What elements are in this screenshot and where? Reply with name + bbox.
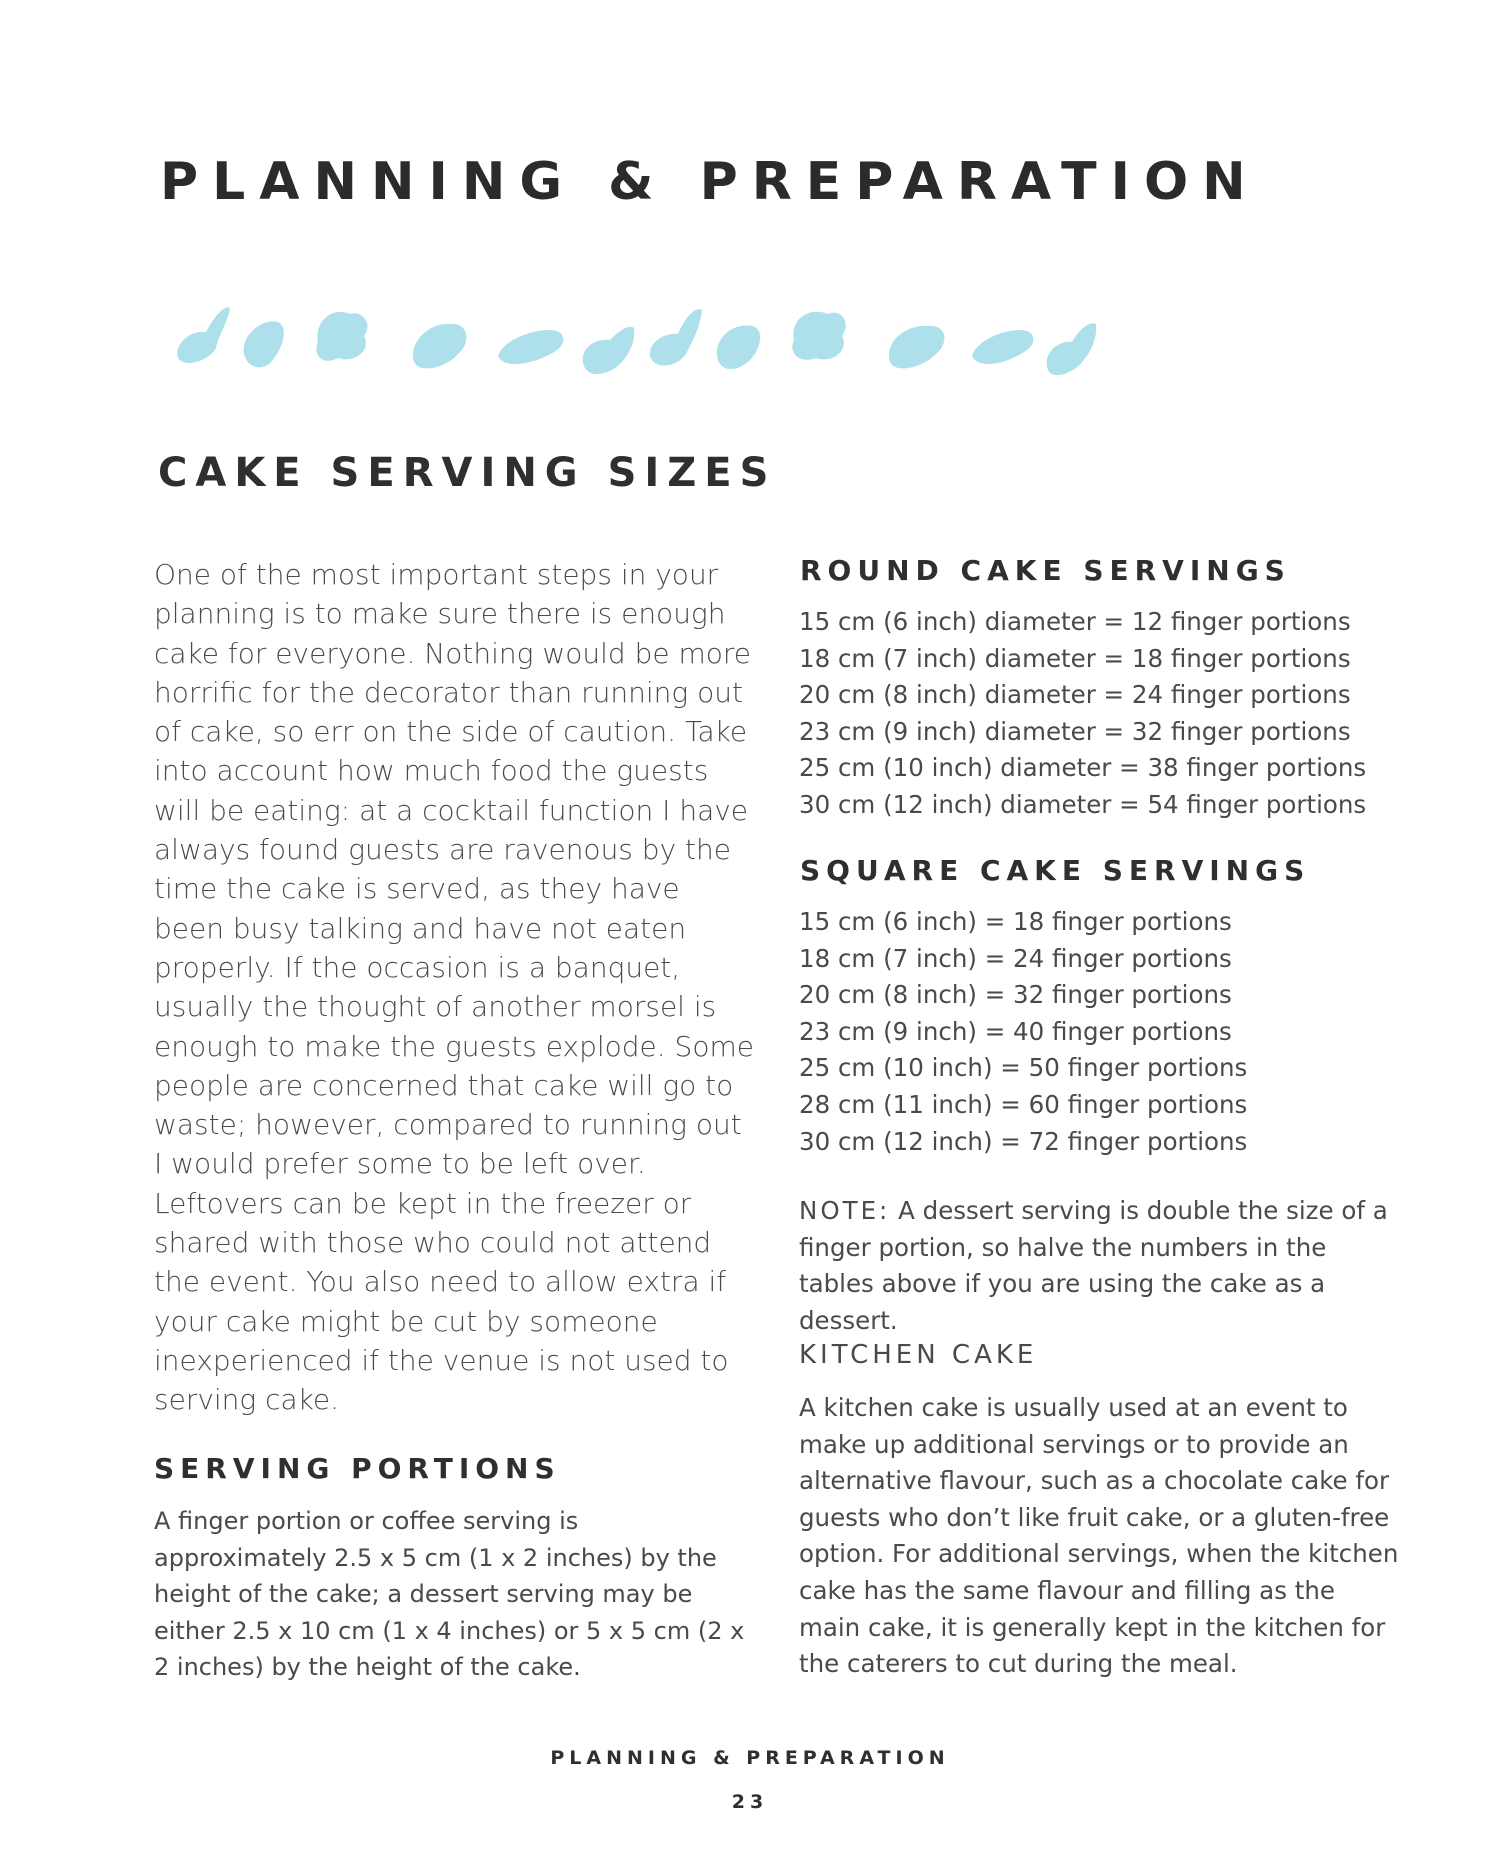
brush-stroke-decoration: [168, 292, 1108, 376]
square-cake-row: 25 cm (10 inch) = 50 finger portions: [799, 1050, 1247, 1087]
serving-portions-text: A finger portion or coffee serving is approximately 2.5 x 5 cm (1 x 2 inches) by the height of the cake; a dessert serving may be either 2.5 x 10 cm (1 x 4 inches) or 5 x 5 cm (2 x 2 inches) by the height of the cake.: [154, 1507, 745, 1682]
brush-stroke: [177, 307, 230, 363]
brush-stroke: [1047, 323, 1097, 375]
round-cake-row: 25 cm (10 inch) diameter = 38 finger portions: [799, 750, 1366, 787]
square-cake-row: 28 cm (11 inch) = 60 finger portions: [799, 1087, 1247, 1124]
brush-stroke: [244, 321, 284, 367]
page-number: 23: [731, 1791, 769, 1813]
kitchen-cake-text: A kitchen cake is usually used at an event to make up additional servings or to provide an alternative flavour, such as a chocolate cake for guests who don’t like fruit cake, or a gluten-free option. For additional servings, when the kitchen cake has the same flavour and filling as the main cake, it is generally kept in the kitchen for the caterers to cut during the meal.: [799, 1393, 1399, 1679]
section-title: CAKE SERVING SIZES: [158, 450, 777, 496]
brush-stroke: [498, 330, 563, 364]
brush-stroke: [583, 327, 635, 374]
square-cake-row: 23 cm (9 inch) = 40 finger portions: [799, 1014, 1247, 1051]
serving-portions-title: SERVING PORTIONS: [154, 1452, 561, 1485]
square-cake-row: 20 cm (8 inch) = 32 finger portions: [799, 977, 1247, 1014]
brush-stroke: [316, 312, 367, 361]
intro-paragraph: One of the most important steps in your planning is to make sure there is enough cake for everyone. Nothing would be more horrific for the decorator than running out of cake, so err on the side of caution. Take into account how much food the guests will be eating: at a cocktail function I have always found guests are ravenous by the time the cake is served, as they have been busy talking and have not eaten properly. If the occasion is a banquet, usually the thought of another morsel is enough to make the guests explode. Some people are concerned that cake will go to waste; however, compared to running out I would prefer some to be left over. Leftovers can be kept in the freezer or shared with those who could not attend the event. You also need to allow extra if your cake might be cut by someone inexperienced if the venue is not used to serving cake.: [154, 558, 754, 1417]
round-cake-title: ROUND CAKE SERVINGS: [800, 554, 1291, 587]
note-text: A dessert serving is double the size of a finger portion, so halve the numbers in the tables above if you are using the cake as a dessert.: [799, 1196, 1388, 1335]
round-cake-row: 20 cm (8 inch) diameter = 24 finger portions: [799, 677, 1366, 714]
square-cake-list: [799, 904, 1247, 1160]
brush-stroke: [717, 325, 760, 369]
brush-stroke: [650, 309, 702, 365]
brush-stroke: [413, 324, 466, 369]
round-cake-list: [799, 604, 1366, 824]
brush-stroke: [889, 326, 944, 369]
round-cake-row: 15 cm (6 inch) diameter = 12 finger portions: [799, 604, 1366, 641]
kitchen-cake-title: KITCHEN CAKE: [799, 1340, 1038, 1370]
square-cake-row: 18 cm (7 inch) = 24 finger portions: [799, 941, 1247, 978]
footer-running-title: PLANNING & PREPARATION: [550, 1747, 950, 1769]
round-cake-row: 18 cm (7 inch) diameter = 18 finger portions: [799, 641, 1366, 678]
note-label: NOTE:: [799, 1196, 891, 1225]
brush-stroke: [792, 312, 845, 360]
square-cake-title: SQUARE CAKE SERVINGS: [800, 854, 1311, 887]
dessert-note: [799, 1193, 1399, 1339]
round-cake-row: 23 cm (9 inch) diameter = 32 finger portions: [799, 714, 1366, 751]
square-cake-row: 15 cm (6 inch) = 18 finger portions: [799, 904, 1247, 941]
square-cake-row: 30 cm (12 inch) = 72 finger portions: [799, 1124, 1247, 1161]
brush-stroke: [972, 330, 1033, 364]
round-cake-row: 30 cm (12 inch) diameter = 54 finger portions: [799, 787, 1366, 824]
page-title: PLANNING & PREPARATION: [160, 152, 1260, 212]
